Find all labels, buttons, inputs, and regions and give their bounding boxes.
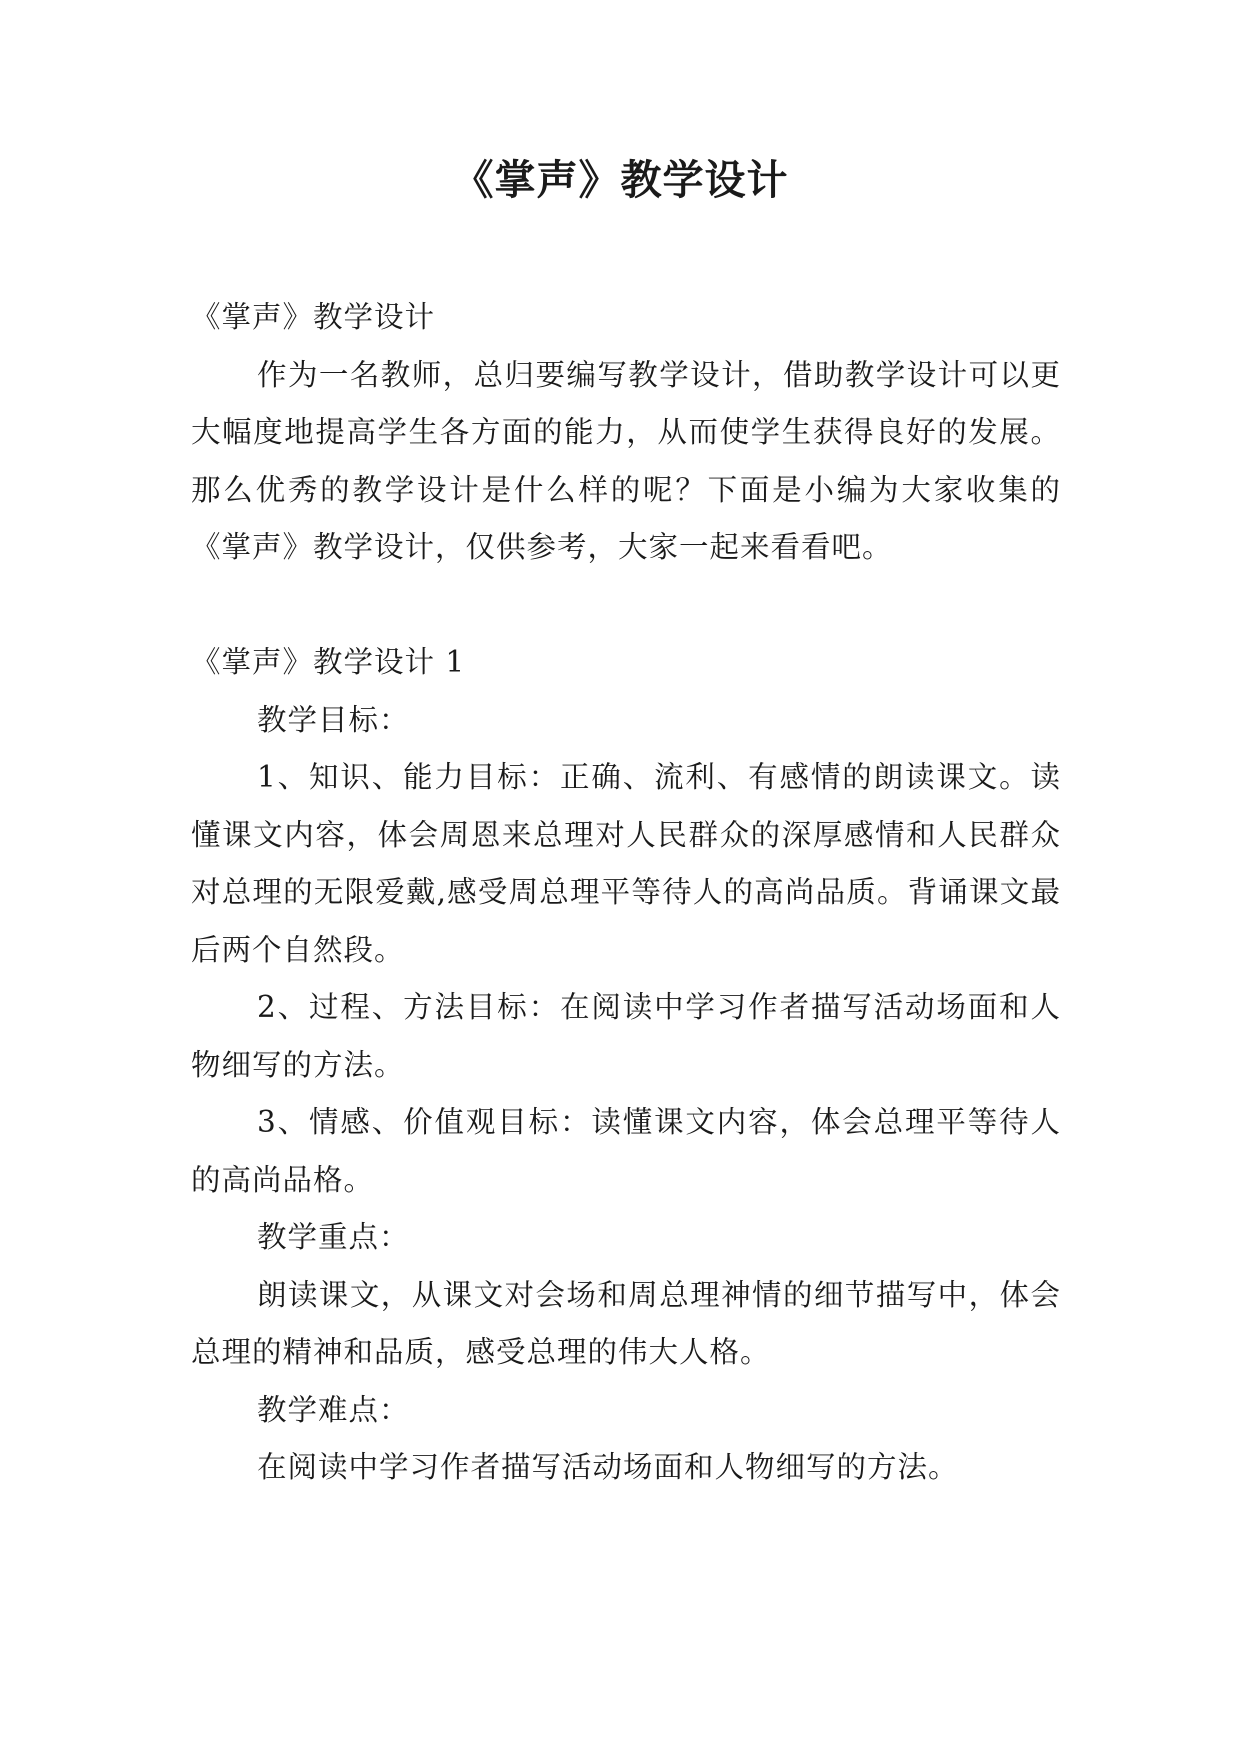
intro-heading: 《掌声》教学设计 (191, 300, 436, 334)
section-heading: 《掌声》教学设计 1 (191, 645, 466, 679)
document-body (191, 289, 1061, 1497)
key-points-paragraph: 朗读课文，从课文对会场和周总理神情的细节描写中，体会总理的精神和品质，感受总理的伟大人格。 (191, 1277, 1061, 1369)
page-title: 《掌声》教学设计 (452, 156, 789, 204)
goal-item-1: 1、知识、能力目标：正确、流利、有感情的朗读课文。读懂课文内容，体会周恩来总理对人民群众的深厚感情和人民群众对总理的无限爱戴,感受周总理平等待人的高尚品质。背诵课文最后两个自然段。 (191, 760, 1061, 967)
difficulty-paragraph: 在阅读中学习作者描写活动场面和人物细写的方法。 (257, 1450, 959, 1484)
section-spacer (191, 577, 1061, 635)
goals-label: 教学目标： (257, 702, 410, 737)
difficulty-label: 教学难点： (257, 1392, 410, 1427)
intro-paragraph: 作为一名教师，总归要编写教学设计，借助教学设计可以更大幅度地提高学生各方面的能力，从而使学生获得良好的发展。那么优秀的教学设计是什么样的呢？下面是小编为大家收集的《掌声》教学设计，仅供参考，大家一起来看看吧。 (191, 357, 1061, 564)
key-points-label: 教学重点： (257, 1220, 410, 1254)
goal-item-3: 3、情感、价值观目标：读懂课文内容，体会总理平等待人的高尚品格。 (191, 1105, 1061, 1197)
goal-item-2: 2、过程、方法目标：在阅读中学习作者描写活动场面和人物细写的方法。 (191, 990, 1061, 1082)
